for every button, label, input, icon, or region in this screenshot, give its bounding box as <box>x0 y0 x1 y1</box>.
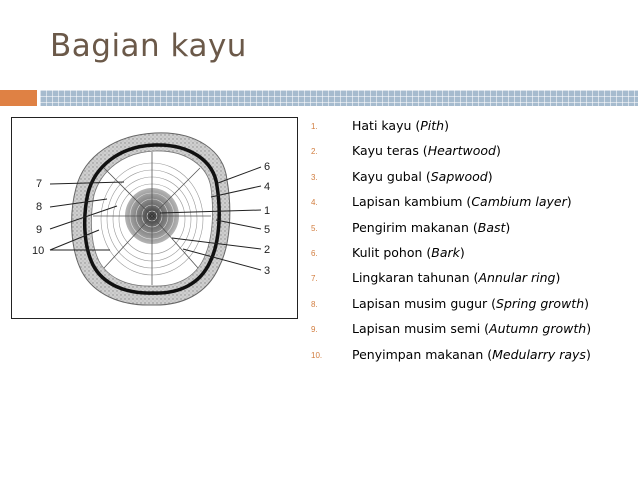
callout-label: 6 <box>264 161 271 173</box>
item-text: Kayu teras (Heartwood) <box>352 143 501 159</box>
left-callout-labels <box>32 178 44 257</box>
item-number: 2. <box>311 147 318 157</box>
item-number: 3. <box>311 172 318 182</box>
callout-label: 1 <box>264 205 271 217</box>
callout-label: 3 <box>264 265 271 277</box>
item-text: Kulit pohon (Bark) <box>352 244 465 260</box>
callout-label: 4 <box>264 181 271 193</box>
item-number: 10. <box>311 350 323 360</box>
item-number: 6. <box>311 248 318 258</box>
item-text: Kayu gubal (Sapwood) <box>352 168 493 184</box>
item-text: Hati kayu (Pith) <box>352 118 449 133</box>
right-callout-labels <box>264 161 270 277</box>
callout-label: 8 <box>36 201 43 213</box>
item-text: Lapisan musim gugur (Spring growth) <box>352 295 590 311</box>
item-text: Penyimpan makanan (Medularry rays) <box>352 346 591 362</box>
wood-cross-section-diagram <box>12 118 297 318</box>
item-text: Pengirim makanan (Bast) <box>352 219 511 235</box>
item-text: Lapisan musim semi (Autumn growth) <box>352 321 592 337</box>
item-number: 5. <box>311 223 318 233</box>
item-text: Lingkaran tahunan (Annular ring) <box>352 270 561 286</box>
accent-bar-blue <box>40 90 638 106</box>
item-text: Lapisan kambium (Cambium layer) <box>352 194 572 210</box>
slide-title: Bagian kayu <box>50 28 247 64</box>
callout-label: 2 <box>264 244 271 256</box>
item-number: 1. <box>311 122 318 131</box>
wood-cross-section-figure <box>11 117 298 319</box>
callout-label: 9 <box>36 224 43 236</box>
callout-label: 7 <box>36 178 43 190</box>
item-number: 7. <box>311 274 318 284</box>
callout-label: 5 <box>264 224 271 236</box>
item-number: 9. <box>311 325 318 335</box>
callout-label: 10 <box>32 245 45 257</box>
item-number: 8. <box>311 299 318 309</box>
accent-bar-orange <box>0 90 37 106</box>
item-number: 4. <box>311 198 318 208</box>
